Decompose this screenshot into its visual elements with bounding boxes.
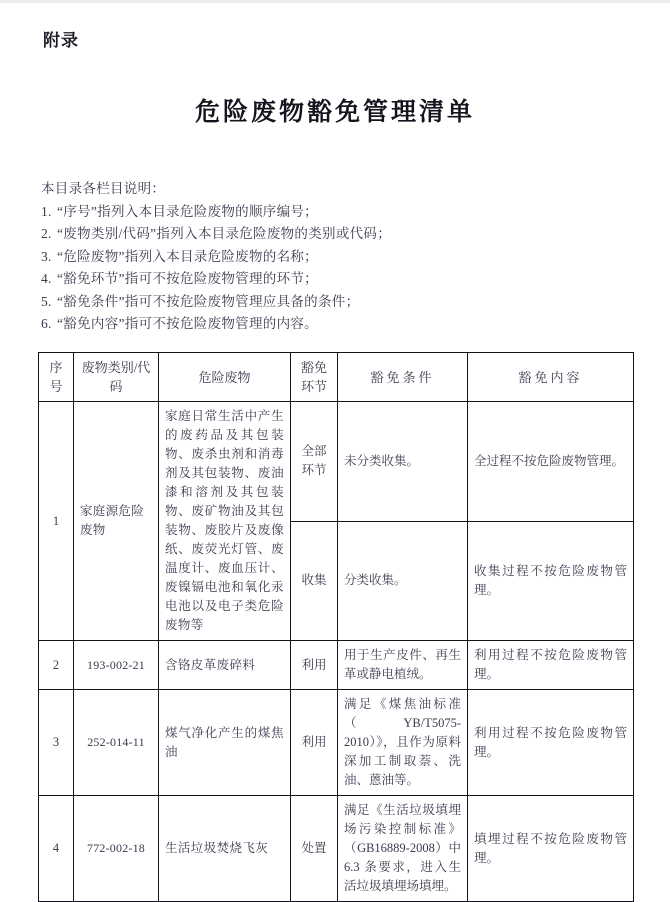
appendix-label: 附录	[43, 31, 79, 50]
cell-waste-name: 生活垃圾焚烧飞灰	[159, 796, 291, 902]
table-row	[39, 402, 634, 522]
explanation-item-text: “序号”指列入本目录危险废物的顺序编号；	[57, 203, 318, 219]
cell-serial-number: 4	[39, 796, 74, 902]
cell-waste-name: 家庭日常生活中产生的废药品及其包装物、废杀虫剂和消毒剂及其包装物、废油漆和溶剂及其包装物、废矿物油及其包装物、废胶片及废像纸、废荧光灯管、废温度计、废血压计、废镍镉电池和氧化汞电池以及电子类危险废物等	[159, 402, 291, 641]
cell-exemption-content: 全过程不按危险废物管理。	[468, 402, 634, 522]
cell-waste-code: 193-002-21	[74, 641, 159, 690]
explanation-item	[41, 223, 541, 246]
explanation-item-number: 6.	[41, 316, 52, 331]
explanation-item-text: “豁免环节”指可不按危险废物管理的环节；	[57, 271, 318, 286]
table-row	[39, 796, 634, 902]
cell-exemption-content: 填埋过程不按危险废物管理。	[468, 796, 634, 902]
cell-exemption-link: 利用	[291, 641, 338, 690]
cell-waste-code: 772-002-18	[74, 796, 159, 902]
cell-exemption-condition: 满足《生活垃圾填埋场污染控制标准》（GB16889-2008）中6.3 条要求，进入生活垃圾填埋场填埋。	[338, 796, 468, 902]
column-header-code: 废物类别/代码	[74, 353, 159, 402]
cell-exemption-content: 收集过程不按危险废物管理。	[468, 521, 634, 641]
explanation-block	[41, 178, 541, 336]
waste-exemption-table	[38, 352, 634, 902]
explanation-item-number: 4.	[41, 271, 52, 286]
explanation-item	[41, 291, 541, 314]
cell-serial-number: 1	[39, 402, 74, 641]
explanation-item-text: “危险废物”指列入本目录危险废物的名称；	[57, 248, 318, 264]
explanation-item-number: 2.	[41, 226, 52, 241]
cell-exemption-link: 利用	[291, 690, 338, 796]
cell-waste-name: 含铬皮革废碎料	[159, 641, 291, 690]
cell-waste-code: 252-014-11	[74, 690, 159, 796]
cell-exemption-condition: 满足《煤焦油标准（YB/T5075-2010）》，且作为原料深加工制取萘、洗油、蒽油等。	[338, 690, 468, 796]
cell-exemption-condition: 未分类收集。	[338, 402, 468, 522]
table-row	[39, 641, 634, 690]
explanation-item-number: 5.	[41, 293, 52, 309]
column-header-waste: 危险废物	[159, 353, 291, 402]
cell-serial-number: 3	[39, 690, 74, 796]
explanation-item-text: “豁免内容”指可不按危险废物管理的内容。	[57, 316, 318, 331]
cell-waste-code: 家庭源危险废物	[74, 402, 159, 641]
column-header-no: 序号	[39, 353, 74, 402]
explanation-intro: 本目录各栏目说明：	[41, 181, 166, 196]
cell-exemption-link: 收集	[291, 521, 338, 641]
explanation-item	[41, 313, 541, 336]
page-title: 危险废物豁免管理清单	[194, 98, 475, 126]
cell-exemption-content: 利用过程不按危险废物管理。	[468, 641, 634, 690]
explanation-item-text: “豁免条件”指可不按危险废物管理应具备的条件；	[57, 293, 360, 309]
cell-exemption-condition: 用于生产皮件、再生革或静电植绒。	[338, 641, 468, 690]
page-top-edge	[0, 0, 670, 3]
explanation-item	[41, 268, 541, 291]
explanation-item-number: 3.	[41, 248, 52, 264]
explanation-item	[41, 246, 541, 269]
table-row	[39, 690, 634, 796]
cell-exemption-link: 全部环节	[291, 402, 338, 522]
cell-waste-name: 煤气净化产生的煤焦油	[159, 690, 291, 796]
cell-exemption-content: 利用过程不按危险废物管理。	[468, 690, 634, 796]
cell-exemption-condition: 分类收集。	[338, 521, 468, 641]
table-header-row	[39, 353, 634, 402]
cell-exemption-link: 处置	[291, 796, 338, 902]
cell-serial-number: 2	[39, 641, 74, 690]
column-header-content: 豁免内容	[468, 353, 634, 402]
explanation-item	[41, 201, 541, 224]
column-header-condition: 豁免条件	[338, 353, 468, 402]
column-header-link: 豁免环节	[291, 353, 338, 402]
explanation-item-text: “废物类别/代码”指列入本目录危险废物的类别或代码；	[57, 226, 392, 241]
explanation-item-number: 1.	[41, 203, 52, 219]
